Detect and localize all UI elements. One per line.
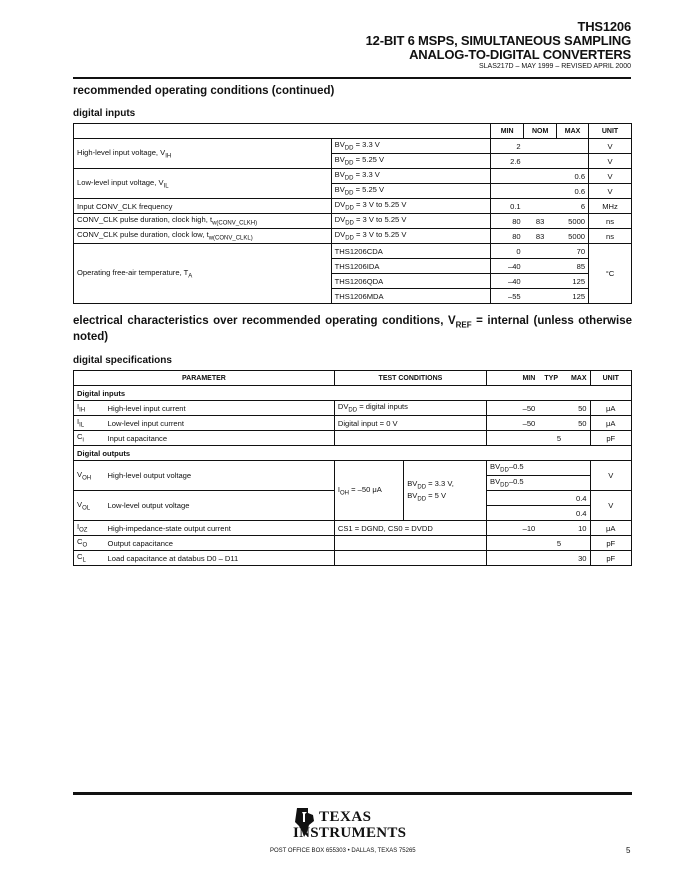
unit: V — [589, 169, 632, 184]
table-row — [74, 214, 632, 229]
param: CONV_CLK pulse duration, clock low, $t_{w(CONV\_CLKL)}$ — [74, 229, 332, 244]
unit: μA — [590, 521, 631, 536]
min: –50 — [487, 401, 539, 416]
param: High-level input current — [105, 401, 335, 416]
max: 125 — [557, 289, 589, 304]
param: Input capacitance — [105, 431, 335, 446]
nom: 83 — [524, 214, 557, 229]
cond: $BV_{DD} = 3.3$ V — [331, 139, 491, 154]
min: –50 — [487, 416, 539, 431]
footer-address: POST OFFICE BOX 655303 • DALLAS, TEXAS 75265 — [270, 848, 416, 854]
unit: V — [589, 184, 632, 199]
symbol: $C_O$ — [74, 536, 105, 551]
max: 30 — [564, 551, 590, 566]
unit: °C — [589, 244, 632, 304]
table-row — [74, 139, 632, 154]
unit: V — [589, 139, 632, 154]
table-row — [74, 416, 632, 431]
min: 2 — [491, 139, 524, 154]
subsection-digital-specs: digital specifications — [73, 355, 172, 366]
typ: 5 — [538, 431, 564, 446]
doc-title-line1: 12-BIT 6 MSPS, SIMULTANEOUS SAMPLING — [365, 33, 631, 48]
max: 5000 — [557, 214, 589, 229]
min: –55 — [491, 289, 524, 304]
col-min: MIN — [487, 371, 539, 386]
col-unit: UNIT — [590, 371, 631, 386]
typ: 5 — [538, 536, 564, 551]
unit: V — [589, 154, 632, 169]
cond: $BV_{DD} = 5.25$ V — [331, 184, 491, 199]
table-row — [74, 169, 632, 184]
min: 0.1 — [491, 199, 524, 214]
param: Input CONV_CLK frequency — [74, 199, 332, 214]
max: 85 — [557, 259, 589, 274]
table-row — [74, 521, 632, 536]
subsection-digital-inputs: digital inputs — [73, 108, 136, 119]
col-min: MIN — [491, 124, 524, 139]
table-row — [74, 461, 632, 476]
cond: THS1206QDA — [331, 274, 491, 289]
group-digital-outputs: Digital outputs — [74, 446, 632, 461]
unit: V — [590, 461, 631, 491]
max: 0.6 — [557, 169, 589, 184]
group-row — [74, 446, 632, 461]
max: 0.6 — [557, 184, 589, 199]
min: –40 — [491, 274, 524, 289]
unit: pF — [590, 536, 631, 551]
cond: THS1206MDA — [331, 289, 491, 304]
param: Load capacitance at databus D0 – D11 — [105, 551, 335, 566]
doc-reference: SLAS217D – MAY 1999 – REVISED APRIL 2000 — [478, 63, 631, 70]
cond: $DV_{DD} = 3$ V to 5.25 V — [331, 199, 491, 214]
part-number: THS1206 — [577, 19, 631, 34]
max: 10 — [564, 521, 590, 536]
unit: ns — [589, 229, 632, 244]
table-row — [74, 536, 632, 551]
param: Low-level input current — [105, 416, 335, 431]
col-unit: UNIT — [589, 124, 632, 139]
col-max: MAX — [564, 371, 590, 386]
cond: Digital input = 0 V — [334, 416, 486, 431]
cond-bvdd: $BV_{DD} = 3.3$ V, $BV_{DD} = 5$ V — [404, 461, 487, 521]
table-row — [74, 199, 632, 214]
nom: 83 — [524, 229, 557, 244]
min: 80 — [491, 214, 524, 229]
digital-specifications-table — [73, 370, 632, 566]
min: 0 — [491, 244, 524, 259]
unit: pF — [590, 431, 631, 446]
unit: ns — [589, 214, 632, 229]
min: $BV_{DD}-0.5$ — [487, 476, 591, 491]
min: 2.6 — [491, 154, 524, 169]
symbol: $V_{OL}$ — [74, 491, 105, 521]
page-number: 5 — [626, 846, 631, 855]
max: 50 — [564, 416, 590, 431]
table-row — [74, 244, 632, 259]
cond: $BV_{DD} = 5.25$ V — [331, 154, 491, 169]
logo-text-bottom: INSTRUMENTS — [293, 825, 407, 841]
max: 70 — [557, 244, 589, 259]
col-test-conditions: TEST CONDITIONS — [334, 371, 486, 386]
param: High-level output voltage — [105, 461, 335, 491]
unit: MHz — [589, 199, 632, 214]
cond-ioh: $I_{OH} = -50$ μA — [334, 461, 403, 521]
col-typ: TYP — [538, 371, 564, 386]
max: 0.4 — [487, 491, 591, 506]
cond: THS1206CDA — [331, 244, 491, 259]
max: 5000 — [557, 229, 589, 244]
logo-text-top: TEXAS — [319, 809, 372, 825]
table-row — [74, 551, 632, 566]
col-parameter: PARAMETER — [74, 371, 335, 386]
param: High-impedance-state output current — [105, 521, 335, 536]
max: 125 — [557, 274, 589, 289]
section-title-electrical: electrical characteristics over recommended operating conditions, $V_{REF}$ = internal (unless otherwise noted) — [73, 315, 632, 344]
param-ta: Operating free-air temperature, $T_A$ — [74, 244, 332, 304]
symbol: $I_{OZ}$ — [74, 521, 105, 536]
table-header-row — [74, 124, 632, 139]
max: 6 — [557, 199, 589, 214]
group-row — [74, 386, 632, 401]
param: Output capacitance — [105, 536, 335, 551]
recommended-conditions-table — [73, 123, 632, 304]
table-header-row — [74, 371, 632, 386]
min: $BV_{DD}-0.5$ — [487, 461, 591, 476]
unit: μA — [590, 401, 631, 416]
symbol: $I_{IL}$ — [74, 416, 105, 431]
cond: $DV_{DD} = 3$ V to 5.25 V — [331, 214, 491, 229]
doc-title-line2: ANALOG-TO-DIGITAL CONVERTERS — [409, 47, 631, 62]
cond: $DV_{DD} = 3$ V to 5.25 V — [331, 229, 491, 244]
cond: CS1 = DGND, CS0 = DVDD — [334, 521, 486, 536]
param: CONV_CLK pulse duration, clock high, $t_{w(CONV\_CLKH)}$ — [74, 214, 332, 229]
max: 50 — [564, 401, 590, 416]
symbol: $I_{IH}$ — [74, 401, 105, 416]
param-vil: Low-level input voltage, $V_{IL}$ — [74, 169, 332, 199]
max: 0.4 — [487, 506, 591, 521]
cond: $BV_{DD} = 3.3$ V — [331, 169, 491, 184]
footer-rule — [73, 792, 632, 795]
unit: pF — [590, 551, 631, 566]
col-nom: NOM — [524, 124, 557, 139]
symbol: $V_{OH}$ — [74, 461, 105, 491]
group-digital-inputs: Digital inputs — [74, 386, 632, 401]
section-title-rec-conditions: recommended operating conditions (continued) — [73, 85, 335, 97]
table-row — [74, 229, 632, 244]
table-row — [74, 401, 632, 416]
param: Low-level output voltage — [105, 491, 335, 521]
unit: V — [590, 491, 631, 521]
ti-logo — [293, 806, 413, 846]
unit: μA — [590, 416, 631, 431]
symbol: $C_i$ — [74, 431, 105, 446]
min: 80 — [491, 229, 524, 244]
header-rule — [73, 77, 631, 79]
cond: $DV_{DD}$ = digital inputs — [334, 401, 486, 416]
param-vih: High-level input voltage, $V_{IH}$ — [74, 139, 332, 169]
table-row — [74, 431, 632, 446]
min: –10 — [487, 521, 539, 536]
symbol: $C_L$ — [74, 551, 105, 566]
page-header — [366, 20, 631, 71]
col-max: MAX — [557, 124, 589, 139]
min: –40 — [491, 259, 524, 274]
cond: THS1206IDA — [331, 259, 491, 274]
